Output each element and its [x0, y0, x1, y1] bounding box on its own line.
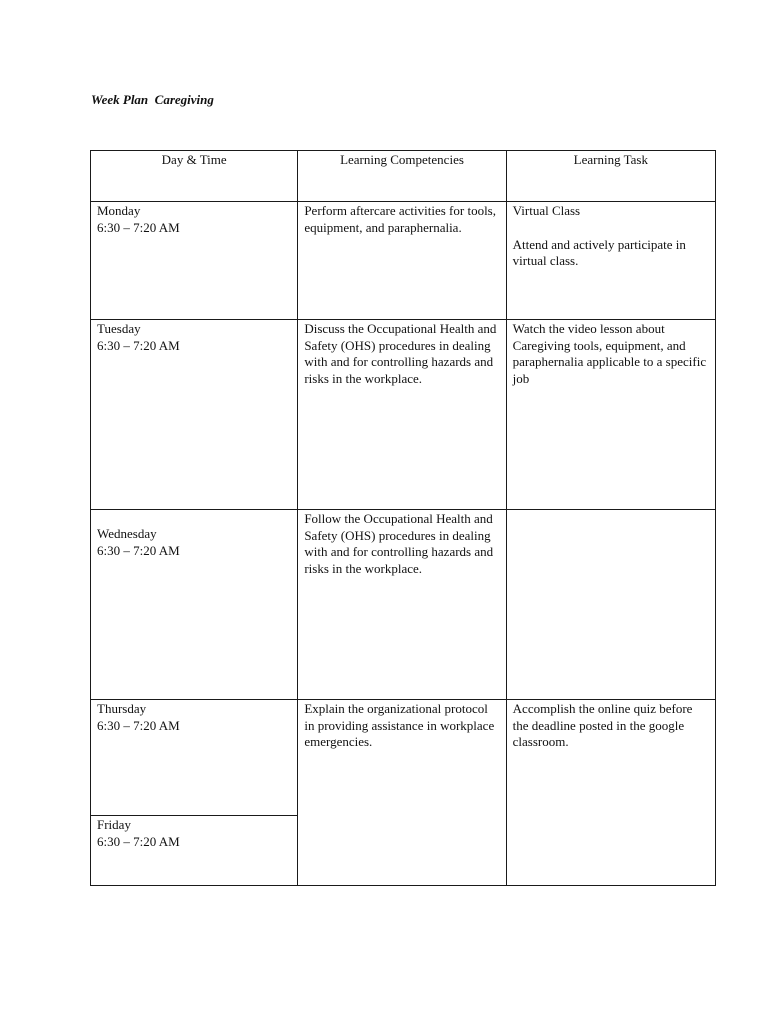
day-time: 6:30 – 7:20 AM [97, 219, 180, 235]
document-title: Week Plan Caregiving [91, 92, 214, 107]
table-row-monday [91, 202, 716, 320]
week-plan-table [90, 150, 716, 886]
day-time: 6:30 – 7:20 AM [97, 833, 180, 849]
task-cell-monday [506, 202, 715, 320]
header-day-time: Day & Time [91, 151, 298, 202]
header-learning-task: Learning Task [506, 151, 715, 202]
task-cell-tuesday: Watch the video lesson about Caregiving tools, equipment, and paraphernalia applicable to a specific job [506, 320, 715, 510]
day-label: Friday [97, 817, 131, 832]
competency-cell-wednesday: Follow the Occupational Health and Safety (OHS) procedures in dealing with and for controlling hazards and risks in the workplace. [298, 510, 506, 700]
day-cell-tuesday [91, 320, 298, 510]
table-row-wednesday [91, 510, 716, 700]
day-label: Tuesday [97, 321, 141, 336]
table-row-tuesday [91, 320, 716, 510]
day-time: 6:30 – 7:20 AM [97, 337, 180, 353]
day-cell-monday [91, 202, 298, 320]
competency-cell-monday: Perform aftercare activities for tools, equipment, and paraphernalia. [298, 202, 506, 320]
task-cell-thursday-friday: Accomplish the online quiz before the deadline posted in the google classroom. [506, 700, 715, 886]
task-cell-wednesday [506, 510, 715, 700]
competency-cell-thursday-friday: Explain the organizational protocol in providing assistance in workplace emergencies. [298, 700, 506, 886]
task-text: Attend and actively participate in virtual class. [512, 236, 686, 268]
table-row-thursday [91, 700, 716, 816]
day-cell-friday [91, 816, 298, 886]
day-label: Wednesday [97, 526, 157, 541]
day-cell-thursday [91, 700, 298, 816]
header-learning-competencies: Learning Competencies [298, 151, 506, 202]
table-header-row [91, 151, 716, 202]
day-time: 6:30 – 7:20 AM [97, 542, 180, 558]
day-time: 6:30 – 7:20 AM [97, 717, 180, 733]
competency-cell-tuesday: Discuss the Occupational Health and Safety (OHS) procedures in dealing with and for controlling hazards and risks in the workplace. [298, 320, 506, 510]
day-label: Thursday [97, 701, 147, 716]
day-label: Monday [97, 203, 141, 218]
day-cell-wednesday [91, 510, 298, 700]
task-title: Virtual Class [512, 203, 581, 218]
